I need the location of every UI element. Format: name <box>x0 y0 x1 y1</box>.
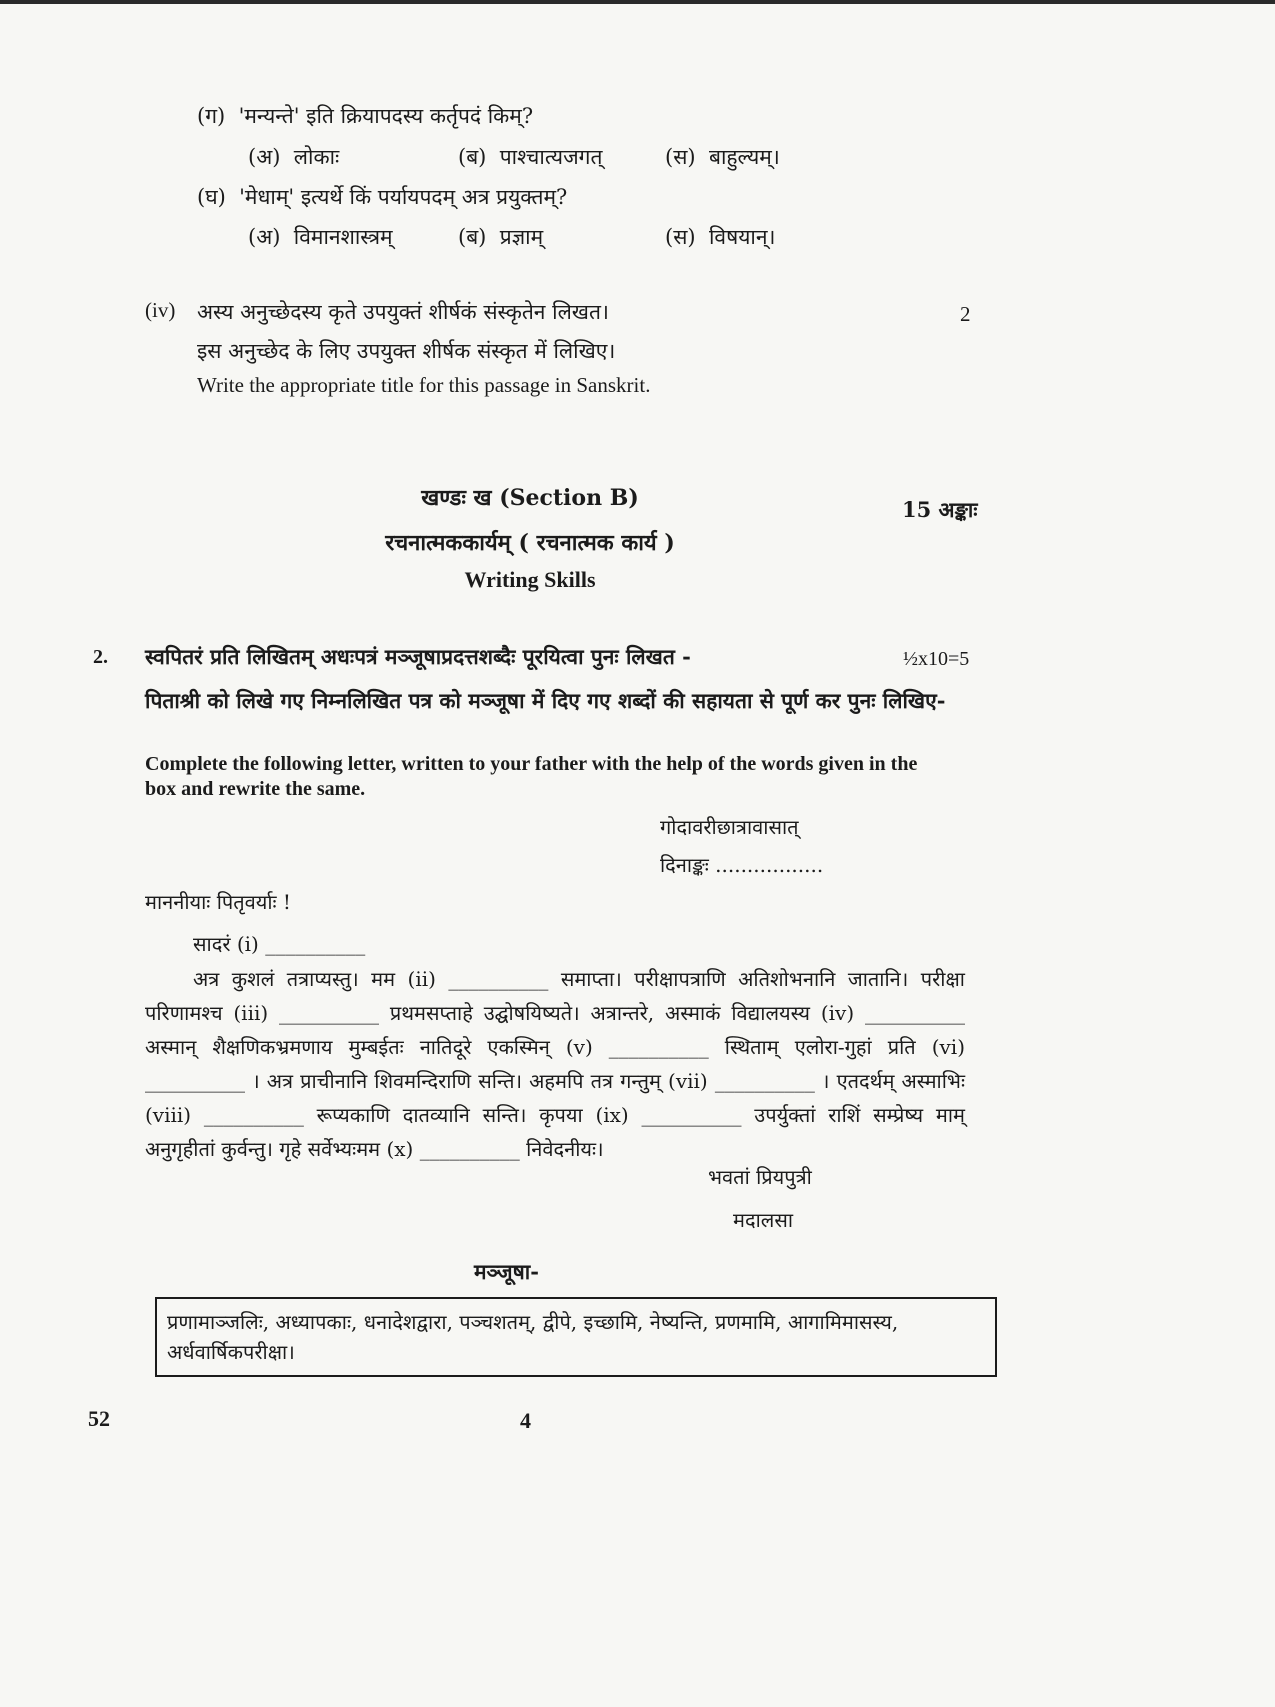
question-2-number: 2. <box>93 646 108 668</box>
question-gh-text: 'मेधाम्' इत्यर्थे किं पर्यायपदम् अत्र प्रयुक्तम्? <box>239 185 568 209</box>
question-2-sanskrit: स्वपितरं प्रति लिखितम् अधःपत्रं मञ्जूषाप्रदत्तशब्दैः पूरयित्वा पुनः लिखत - <box>145 644 691 669</box>
section-english-title: Writing Skills <box>464 567 596 592</box>
option-label: (स) <box>665 145 696 169</box>
question-2-marks: ½x10=5 <box>903 648 970 670</box>
section-title: खण्डः ख (Section B) <box>421 485 639 511</box>
option-label: (अ) <box>248 145 281 169</box>
letter-address: गोदावरीछात्रावासात् <box>660 815 799 839</box>
question-g-option-a <box>248 143 339 171</box>
letter-salutation: माननीयाः पितृवर्याः ! <box>145 890 291 914</box>
question-2-english: Complete the following letter, written to your father with the help of the words given in the box and rewrite the same. <box>145 753 918 800</box>
page-number: 4 <box>520 1408 531 1433</box>
question-g-option-b <box>458 143 602 171</box>
letter-closing: भवतां प्रियपुत्री <box>708 1165 812 1189</box>
option-label: (ब) <box>458 225 487 249</box>
option-label: (ब) <box>458 145 487 169</box>
question-gh-number: (घ) <box>197 185 226 209</box>
letter-greeting: सादरं (i) __________ <box>193 932 366 956</box>
option-label: (अ) <box>248 225 281 249</box>
paper-code: 52 <box>88 1406 110 1431</box>
question-iv-number: (iv) <box>145 298 176 322</box>
question-gh-option-a <box>248 223 393 251</box>
question-g-number: (ग) <box>197 104 226 128</box>
section-marks: 15 अङ्काः <box>902 497 978 522</box>
option-text: पाश्चात्यजगत् <box>499 145 603 169</box>
option-text: विमानशास्त्रम् <box>293 225 393 249</box>
word-box-heading: मञ्जूषा- <box>474 1259 539 1284</box>
question-gh-option-c <box>665 223 775 251</box>
question-gh <box>197 183 567 211</box>
option-text: विषयान्। <box>708 225 776 249</box>
question-g-text: 'मन्यन्ते' इति क्रियापदस्य कर्तृपदं किम्? <box>238 104 534 128</box>
question-iv-hindi: इस अनुच्छेद के लिए उपयुक्त शीर्षक संस्कृत में लिखिए। <box>197 339 616 363</box>
question-2-hindi: पिताश्री को लिखे गए निम्नलिखित पत्र को मञ्जूषा में दिए गए शब्दों की सहायता से पूर्ण कर पुनः लिखिए- <box>145 688 946 713</box>
question-iv-english: Write the appropriate title for this passage in Sanskrit. <box>197 373 651 397</box>
question-iv-marks: 2 <box>960 302 971 326</box>
letter-body: अत्र कुशलं तत्राप्यस्तु। मम (ii) __________ समाप्ता। परीक्षापत्राणि अतिशोभनानि जातानि। परीक्षा परिणामश्च (iii) __________ प्रथमसप्ताहे उद्घोषयिष्यते। अत्रान्तरे, अस्माकं विद्यालयस्य (iv) __________ अस्मान् शैक्षणिकभ्रमणाय मुम्बईतः नातिदूरे एकस्मिन् (v) __________ स्थिताम् एलोरा-गुहां प्रति (vi) __________ । अत्र प्राचीनानि शिवमन्दिराणि सन्ति। अहमपि तत्र गन्तुम् (vii) __________ । एतदर्थम् अस्माभिः (viii) __________ रूप्यकाणि दातव्यानि सन्ति। कृपया (ix) __________ उपर्युक्तां राशिं सम्प्रेष्य माम् अनुगृहीतां कुर्वन्तु। गृहे सर्वेभ्यःमम (x) __________ निवेदनीयः। <box>145 967 965 1161</box>
letter-signature: मदालसा <box>733 1208 794 1232</box>
word-box <box>155 1297 997 1377</box>
question-gh-option-b <box>458 223 543 251</box>
option-text: बाहुल्यम्। <box>708 145 780 169</box>
option-text: प्रज्ञाम् <box>499 225 544 249</box>
option-text: लोकाः <box>293 145 340 169</box>
option-label: (स) <box>665 225 696 249</box>
question-g <box>197 102 533 130</box>
scan-top-edge <box>0 0 1275 4</box>
section-subtitle: रचनात्मककार्यम् ( रचनात्मक कार्य ) <box>385 530 675 556</box>
letter-date: दिनाङ्कः ................. <box>660 853 824 877</box>
word-box-words: प्रणामाञ्जलिः, अध्यापकाः, धनादेशद्वारा, पञ्चशतम्, द्वीपे, इच्छामि, नेष्यन्ति, प्रणमामि, आगामिमासस्य, अर्धवार्षिकपरीक्षा। <box>167 1310 899 1364</box>
question-iv-sanskrit: अस्य अनुच्छेदस्य कृते उपयुक्तं शीर्षकं संस्कृतेन लिखत। <box>197 300 609 324</box>
question-g-option-c <box>665 143 780 171</box>
